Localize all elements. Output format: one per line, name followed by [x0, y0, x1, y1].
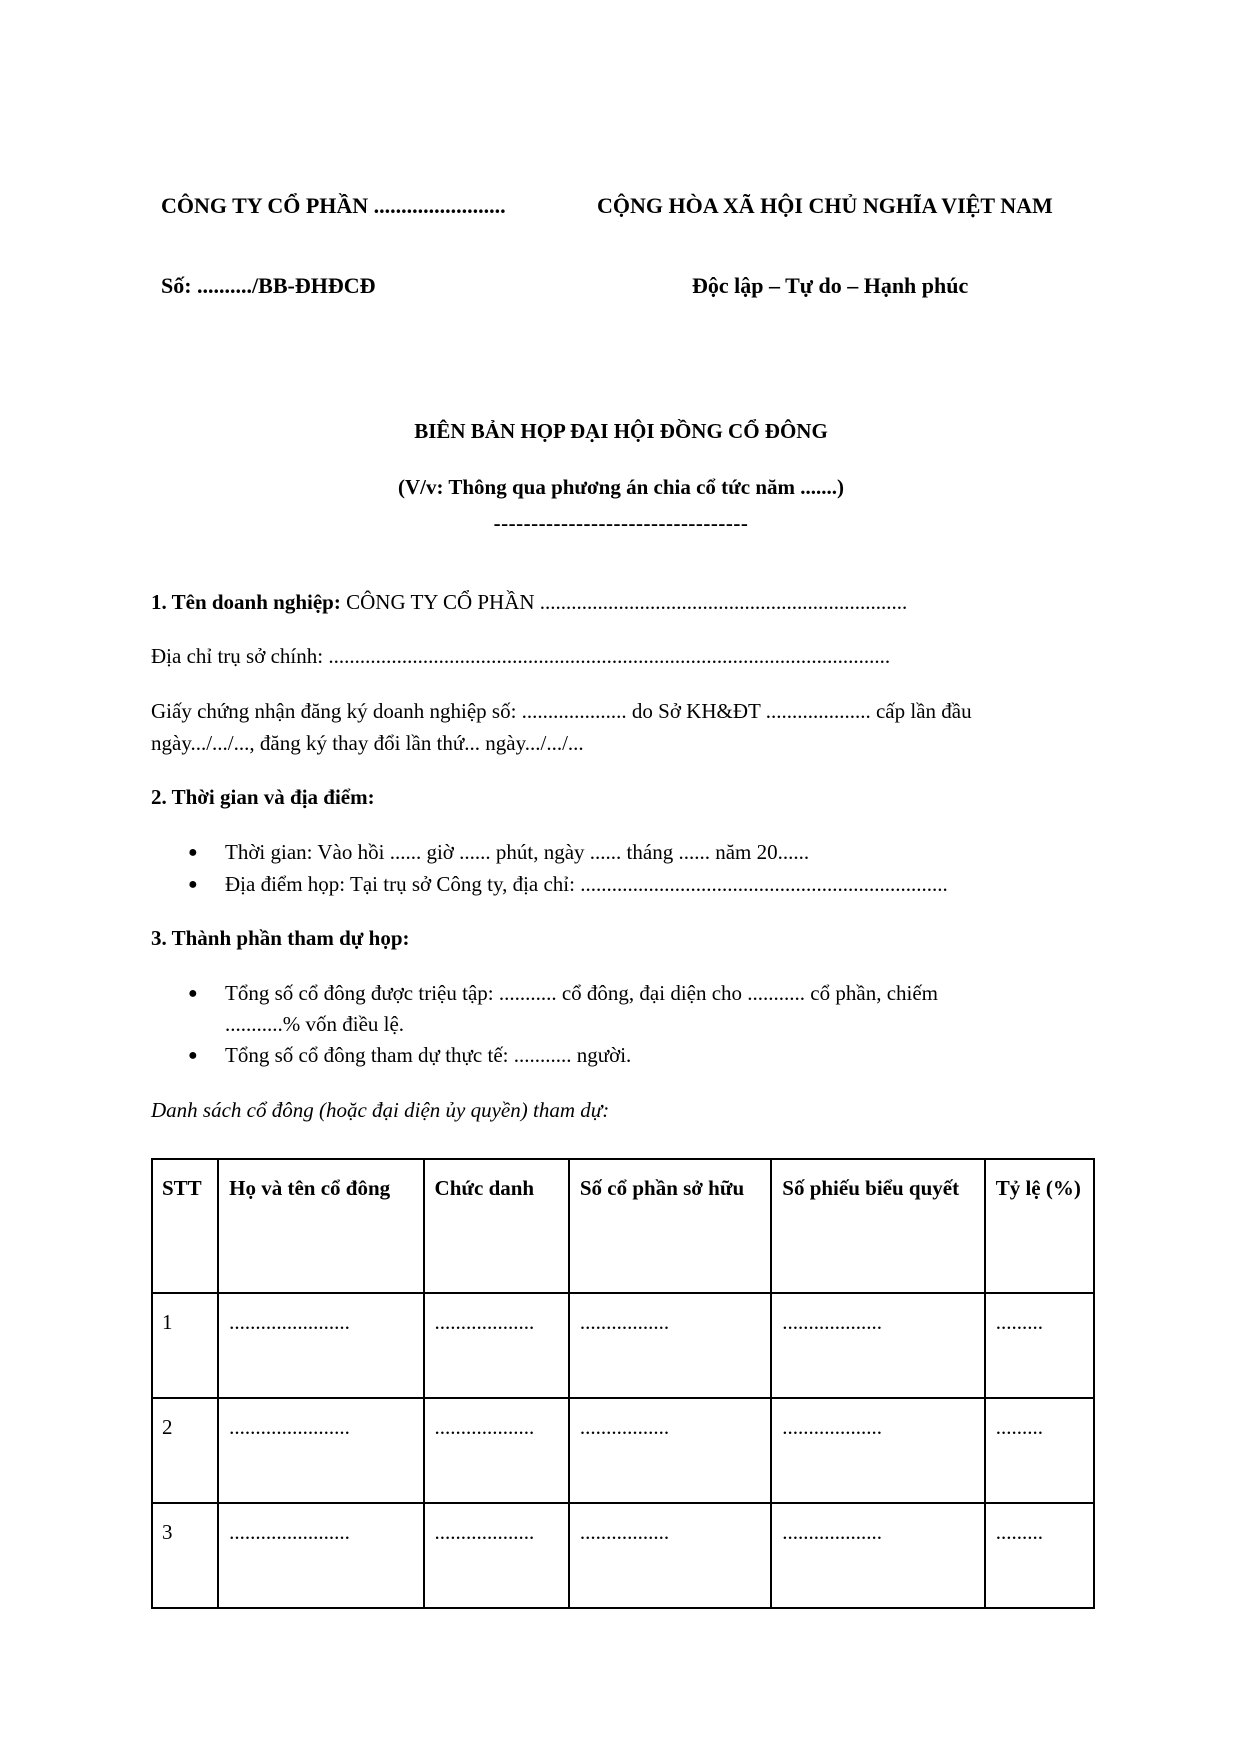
document-subject: (V/v: Thông qua phương án chia cổ tức năm .......)	[397, 475, 844, 499]
cell-ratio: .........	[985, 1293, 1094, 1398]
column-header-votes: Số phiếu biểu quyết	[771, 1159, 984, 1293]
bullet-icon: ●	[188, 844, 198, 861]
meeting-place: Địa điểm họp: Tại trụ sở Công ty, địa chỉ: ......................................................................	[225, 872, 948, 896]
summoned-shareholders-line2: ...........% vốn điều lệ.	[225, 1012, 405, 1036]
cell-votes: ...................	[771, 1503, 984, 1608]
cell-name: .......................	[218, 1398, 423, 1503]
republic-name: CỘNG HÒA XÃ HỘI CHỦ NGHĨA VIỆT NAM	[597, 193, 1053, 218]
cell-name: .......................	[218, 1503, 423, 1608]
column-header-shares: Số cổ phần sở hữu	[569, 1159, 771, 1293]
summoned-shareholders-line1: Tổng số cổ đông được triệu tập: ........... cổ đông, đại diện cho ........... cổ phần, chiếm	[225, 981, 939, 1005]
cell-title: ...................	[424, 1503, 569, 1608]
cell-votes: ...................	[771, 1398, 984, 1503]
cell-shares: .................	[569, 1398, 771, 1503]
certificate-line2: ngày.../.../..., đăng ký thay đổi lần thứ... ngày.../.../...	[151, 731, 584, 755]
column-header-title: Chức danh	[424, 1159, 569, 1293]
title-divider: ----------------------------------	[493, 511, 749, 535]
table-header-row	[152, 1159, 1094, 1293]
cell-shares: .................	[569, 1293, 771, 1398]
certificate-line1: Giấy chứng nhận đăng ký doanh nghiệp số: .................... do Sở KH&ĐT .................... cấp lần đầu	[151, 699, 972, 723]
cell-votes: ...................	[771, 1293, 984, 1398]
table-row	[152, 1398, 1094, 1503]
cell-stt: 2	[152, 1398, 218, 1503]
cell-ratio: .........	[985, 1398, 1094, 1503]
section2-heading: 2. Thời gian và địa điểm:	[151, 785, 375, 809]
bullet-icon: ●	[188, 985, 198, 1002]
cell-title: ...................	[424, 1293, 569, 1398]
cell-shares: .................	[569, 1503, 771, 1608]
bullet-icon: ●	[188, 876, 198, 893]
section1-company	[151, 586, 907, 618]
cell-title: ...................	[424, 1398, 569, 1503]
bullet-icon: ●	[188, 1047, 198, 1064]
column-header-ratio: Tỷ lệ (%)	[985, 1159, 1094, 1293]
cell-stt: 3	[152, 1503, 218, 1608]
cell-ratio: .........	[985, 1503, 1094, 1608]
table-row	[152, 1293, 1094, 1398]
national-motto: Độc lập – Tự do – Hạnh phúc	[692, 273, 969, 298]
meeting-time: Thời gian: Vào hồi ...... giờ ...... phút, ngày ...... tháng ...... năm 20......	[225, 840, 810, 864]
shareholder-table	[151, 1158, 1095, 1609]
document-number: Số: ........../BB-ĐHĐCĐ	[161, 273, 376, 298]
company-name: CÔNG TY CỔ PHẦN ........................	[161, 193, 506, 218]
cell-name: .......................	[218, 1293, 423, 1398]
actual-attendees: Tổng số cổ đông tham dự thực tế: ........... người.	[225, 1043, 632, 1067]
section3-heading: 3. Thành phần tham dự họp:	[151, 926, 410, 950]
section1-company-value: CÔNG TY CỔ PHẦN ......................................................................	[340, 590, 908, 614]
shareholder-list-caption: Danh sách cổ đông (hoặc đại diện ủy quyền) tham dự:	[151, 1098, 610, 1122]
head-office-address: Địa chỉ trụ sở chính: ...........................................................................................................	[151, 644, 891, 668]
table-row	[152, 1503, 1094, 1608]
cell-stt: 1	[152, 1293, 218, 1398]
column-header-stt: STT	[152, 1159, 218, 1293]
document-title: BIÊN BẢN HỌP ĐẠI HỘI ĐỒNG CỔ ĐÔNG	[414, 419, 828, 443]
column-header-name: Họ và tên cổ đông	[218, 1159, 423, 1293]
section1-heading: 1. Tên doanh nghiệp:	[151, 590, 341, 614]
